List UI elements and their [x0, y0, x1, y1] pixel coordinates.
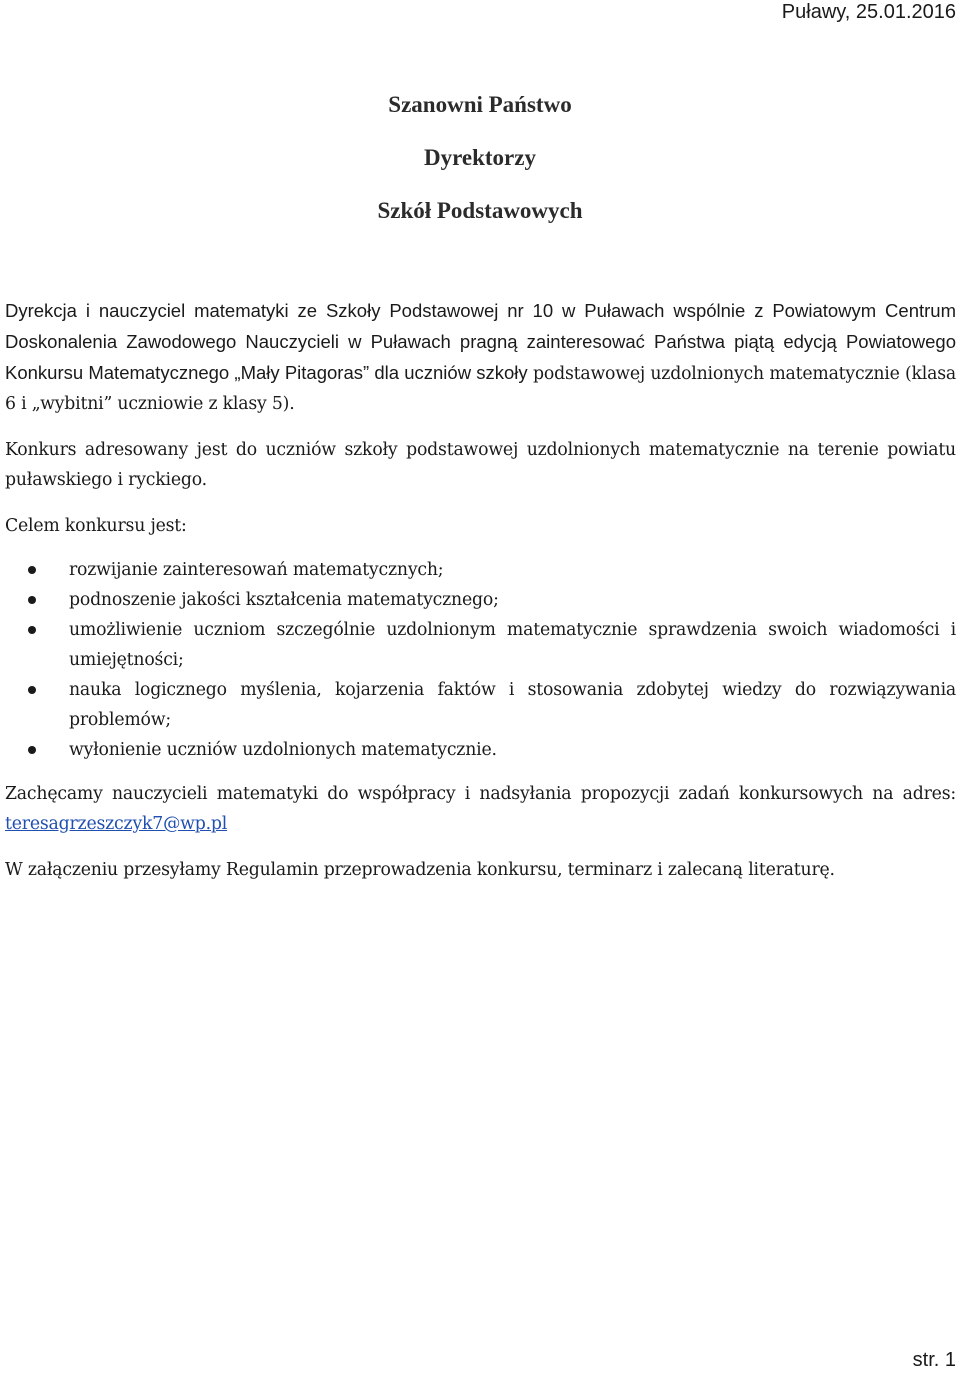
intro-lead-text: Dyrekcja i nauczyciel matematyki ze Szkoły Podstawowej nr 10 w Puławach wspólnie z Powiatowym Centrum Doskonalenia Zawodowego Nauczycieli w Puławach pragną zainteresować Państwa piątą edycją Powiatowego Konkursu Matematycznego „Mały Pitagoras” dla uczniów szkoły	[5, 300, 956, 383]
goal-text: wyłonienie uczniów uzdolnionych matematycznie.	[69, 740, 497, 760]
invite-paragraph	[5, 779, 956, 839]
bullet-icon	[28, 626, 36, 634]
goal-text: umożliwienie uczniom szczególnie uzdolnionym matematycznie sprawdzenia swoich wiadomości i umiejętności;	[69, 620, 956, 670]
intro-paragraph	[5, 296, 956, 419]
list-item	[5, 675, 956, 735]
email-link[interactable]: teresagrzeszczyk7@wp.pl	[5, 814, 228, 834]
goal-text: rozwijanie zainteresowań matematycznych;	[69, 560, 444, 580]
goal-text: nauka logicznego myślenia, kojarzenia faktów i stosowania zdobytej wiedzy do rozwiązywania problemów;	[69, 680, 956, 730]
bullet-icon	[28, 746, 36, 754]
letter-date: Puławy, 25.01.2016	[781, 1, 956, 23]
page-number: str. 1	[912, 1349, 956, 1371]
goals-list	[5, 555, 956, 765]
list-item	[5, 555, 956, 585]
addressee-line-1: Szanowni Państwo	[388, 92, 572, 117]
bullet-icon	[28, 686, 36, 694]
goals-heading: Celem konkursu jest:	[5, 516, 187, 536]
audience-paragraph: Konkurs adresowany jest do uczniów szkoły podstawowej uzdolnionych matematycznie na terenie powiatu puławskiego i ryckiego.	[5, 440, 956, 490]
attachment-paragraph: W załączeniu przesyłamy Regulamin przeprowadzenia konkursu, terminarz i zalecaną literaturę.	[5, 860, 835, 880]
bullet-icon	[28, 566, 36, 574]
goal-text: podnoszenie jakości kształcenia matematycznego;	[69, 590, 499, 610]
bullet-icon	[28, 596, 36, 604]
list-item	[5, 735, 956, 765]
addressee-line-3: Szkół Podstawowych	[377, 198, 583, 223]
addressee-line-2: Dyrektorzy	[424, 145, 536, 170]
letter-body	[5, 296, 956, 885]
intro-tail-text: podstawowej uzdolnionych matematycznie (klasa 6 i „wybitni” uczniowie z klasy 5).	[5, 364, 957, 414]
list-item	[5, 615, 956, 675]
invite-text: Zachęcamy nauczycieli matematyki do współpracy i nadsyłania propozycji zadań konkursowych na adres:	[5, 784, 956, 804]
list-item	[5, 585, 956, 615]
